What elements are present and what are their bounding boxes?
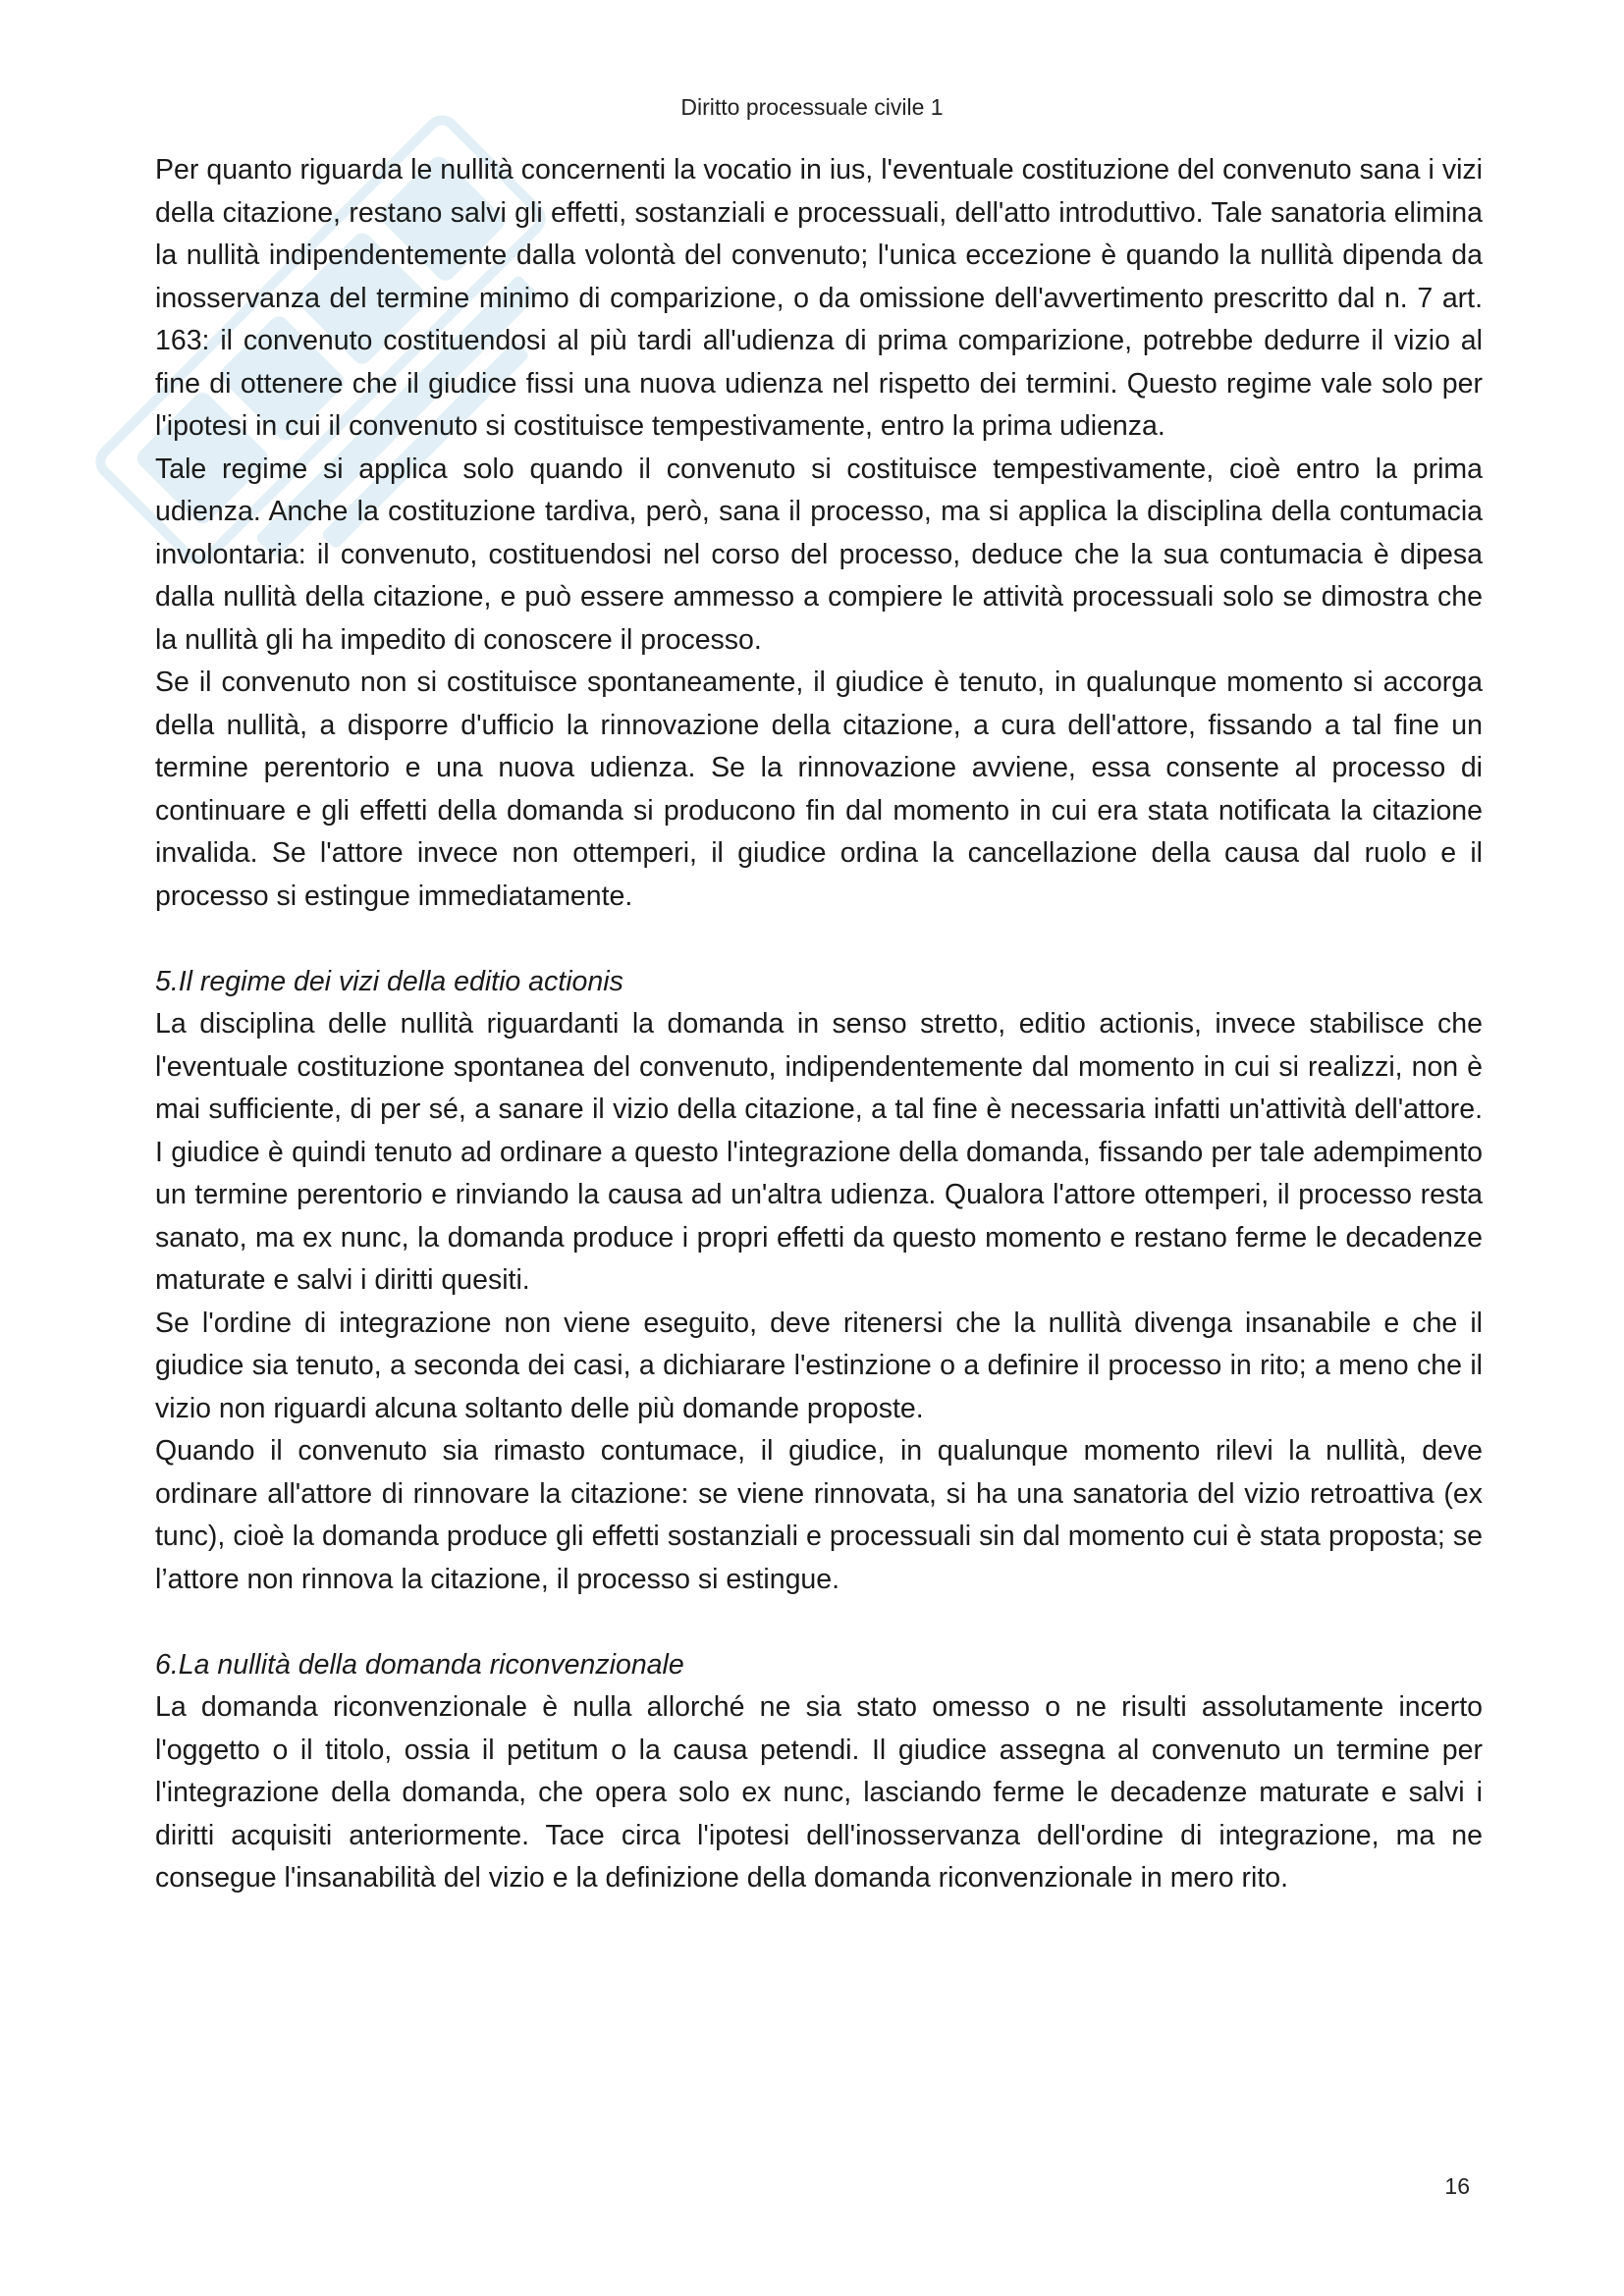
- paragraph: Se l'ordine di integrazione non viene eseguito, deve ritenersi che la nullità divenga insanabile e che il giudice sia tenuto, a seconda dei casi, a dichiarare l'estinzione o a definire il processo in rito; a meno che il vizio non riguardi alcuna soltanto delle più domande proposte.: [155, 1307, 1483, 1424]
- document-body: [155, 149, 1483, 1900]
- paragraph: Quando il convenuto sia rimasto contumace, il giudice, in qualunque momento rilevi la nullità, deve ordinare all'attore di rinnovare la citazione: se viene rinnovata, si ha una sanatoria del vizio retroattiva (ex tunc), cioè la domanda produce gli effetti sostanziali e processuali sin dal momento cui è stata proposta; se l’attore non rinnova la citazione, il processo si estingue.: [155, 1435, 1483, 1595]
- paragraph: Per quanto riguarda le nullità concernenti la vocatio in ius, l'eventuale costituzione del convenuto sana i vizi della citazione, restano salvi gli effetti, sostanziali e processuali, dell'atto introduttivo. Tale sanatoria elimina la nullità indipendentemente dalla volontà del convenuto; l'unica eccezione è quando la nullità dipenda da inosservanza del termine minimo di comparizione, o da omissione dell'avvertimento prescritto dal n. 7 art. 163: il convenuto costituendosi al più tardi all'udienza di prima comparizione, potrebbe dedurre il vizio al fine di ottenere che il giudice fissi una nuova udienza nel rispetto dei termini. Questo regime vale solo per l'ipotesi in cui il convenuto si costituisce tempestivamente, entro la prima udienza.: [155, 154, 1483, 442]
- paragraph: Tale regime si applica solo quando il convenuto si costituisce tempestivamente, cioè entro la prima udienza. Anche la costituzione tardiva, però, sana il processo, ma si applica la disciplina della contumacia involontaria: il convenuto, costituendosi nel corso del processo, deduce che la sua contumacia è dipesa dalla nullità della citazione, e può essere ammesso a compiere le attività processuali solo se dimostra che la nullità gli ha impedito di conoscere il processo.: [155, 453, 1483, 656]
- paragraph: La disciplina delle nullità riguardanti la domanda in senso stretto, editio actionis, invece stabilisce che l'eventuale costituzione spontanea del convenuto, indipendentemente dal momento in cui si realizzi, non è mai sufficiente, di per sé, a sanare il vizio della citazione, a tal fine è necessaria infatti un'attività dell'attore. I giudice è quindi tenuto ad ordinare a questo l'integrazione della domanda, fissando per tale adempimento un termine perentorio e rinviando la causa ad un'altra udienza. Qualora l'attore ottemperi, il processo resta sanato, ma ex nunc, la domanda produce i propri effetti da questo momento e restano ferme le decadenze maturate e salvi i diritti quesiti.: [155, 1008, 1483, 1296]
- section-heading-5: 5.Il regime dei vizi della editio actionis: [155, 965, 623, 997]
- section-spacer: [155, 1601, 1483, 1644]
- paragraph: La domanda riconvenzionale è nulla allorché ne sia stato omesso o ne risulti assolutamente incerto l'oggetto o il titolo, ossia il petitum o la causa petendi. Il giudice assegna al convenuto un termine per l'integrazione della domanda, che opera solo ex nunc, lasciando ferme le decadenze maturate e salvi i diritti acquisiti anteriormente. Tace circa l'ipotesi dell'inosservanza dell'ordine di integrazione, ma ne consegue l'insanabilità del vizio e la definizione della domanda riconvenzionale in mero rito.: [155, 1691, 1483, 1894]
- paragraph: Se il convenuto non si costituisce spontaneamente, il giudice è tenuto, in qualunque momento si accorga della nullità, a disporre d'ufficio la rinnovazione della citazione, a cura dell'attore, fissando a tal fine un termine perentorio e una nuova udienza. Se la rinnovazione avviene, essa consente al processo di continuare e gli effetti della domanda si producono fin dal momento in cui era stata notificata la citazione invalida. Se l'attore invece non ottemperi, il giudice ordina la cancellazione della causa dal ruolo e il processo si estingue immediatamente.: [155, 667, 1483, 912]
- running-header: Diritto processuale civile 1: [680, 94, 944, 120]
- page-number: 16: [1444, 2173, 1470, 2199]
- section-heading-6: 6.La nullità della domanda riconvenzionale: [155, 1648, 684, 1681]
- section-spacer: [155, 918, 1483, 961]
